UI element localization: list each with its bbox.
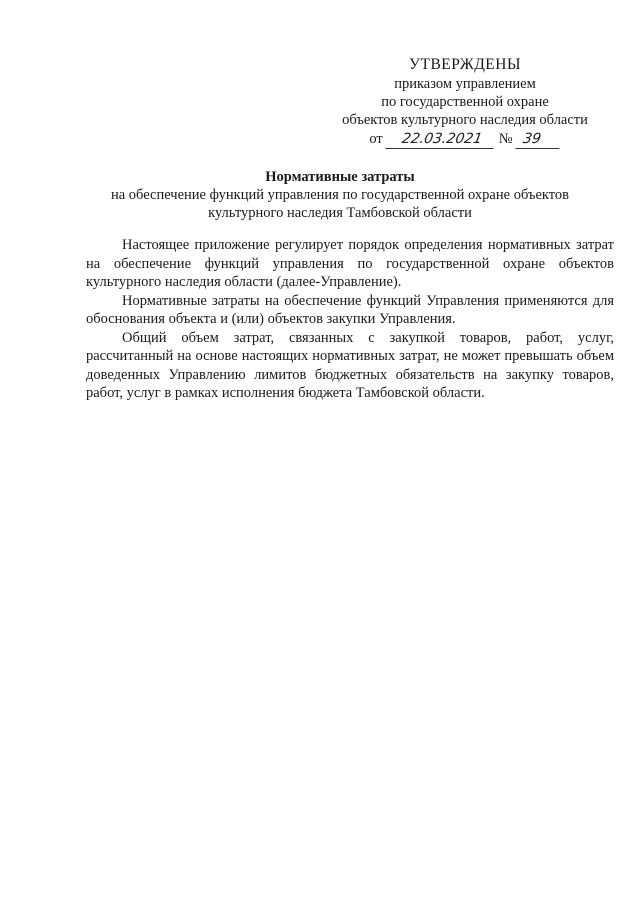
handwritten-date: 22.03.2021: [385, 130, 496, 149]
paragraph: Нормативные затраты на обеспечение функций Управления применяются для обоснования объекта и (или) объектов закупки Управления.: [86, 292, 614, 327]
approval-line-2: по государственной охране: [381, 94, 549, 110]
date-prefix: от: [369, 131, 383, 147]
approval-line-3: объектов культурного наследия области: [342, 112, 588, 128]
paragraph: Настоящее приложение регулирует порядок определения нормативных затрат на обеспечение функций управления по государственной охране объектов культурного наследия области (далее-Управление).: [86, 237, 614, 290]
document-subtitle-line-1: на обеспечение функций управления по государственной охране объектов: [110, 187, 569, 203]
approval-line-1: приказом управлением: [394, 76, 536, 92]
approval-title: УТВЕРЖДЕНЫ: [409, 56, 521, 73]
document-subtitle-line-2: культурного наследия Тамбовской области: [208, 205, 472, 221]
document-title: Нормативные затраты: [265, 169, 415, 185]
number-prefix: №: [498, 131, 513, 147]
approval-stamp-block: [330, 56, 600, 149]
document-body: [86, 236, 614, 403]
paragraph: Общий объем затрат, связанных с закупкой товаров, работ, услуг, рассчитанный на основе настоящих нормативных затрат, не может превышать объем доведенных Управлению лимитов бюджетных обязательств на закупку товаров, работ, услуг в рамках исполнения бюджета Тамбовской области.: [86, 329, 614, 401]
approval-date-row: [330, 130, 600, 149]
document-heading: [60, 168, 620, 222]
handwritten-number: 39: [515, 130, 562, 149]
